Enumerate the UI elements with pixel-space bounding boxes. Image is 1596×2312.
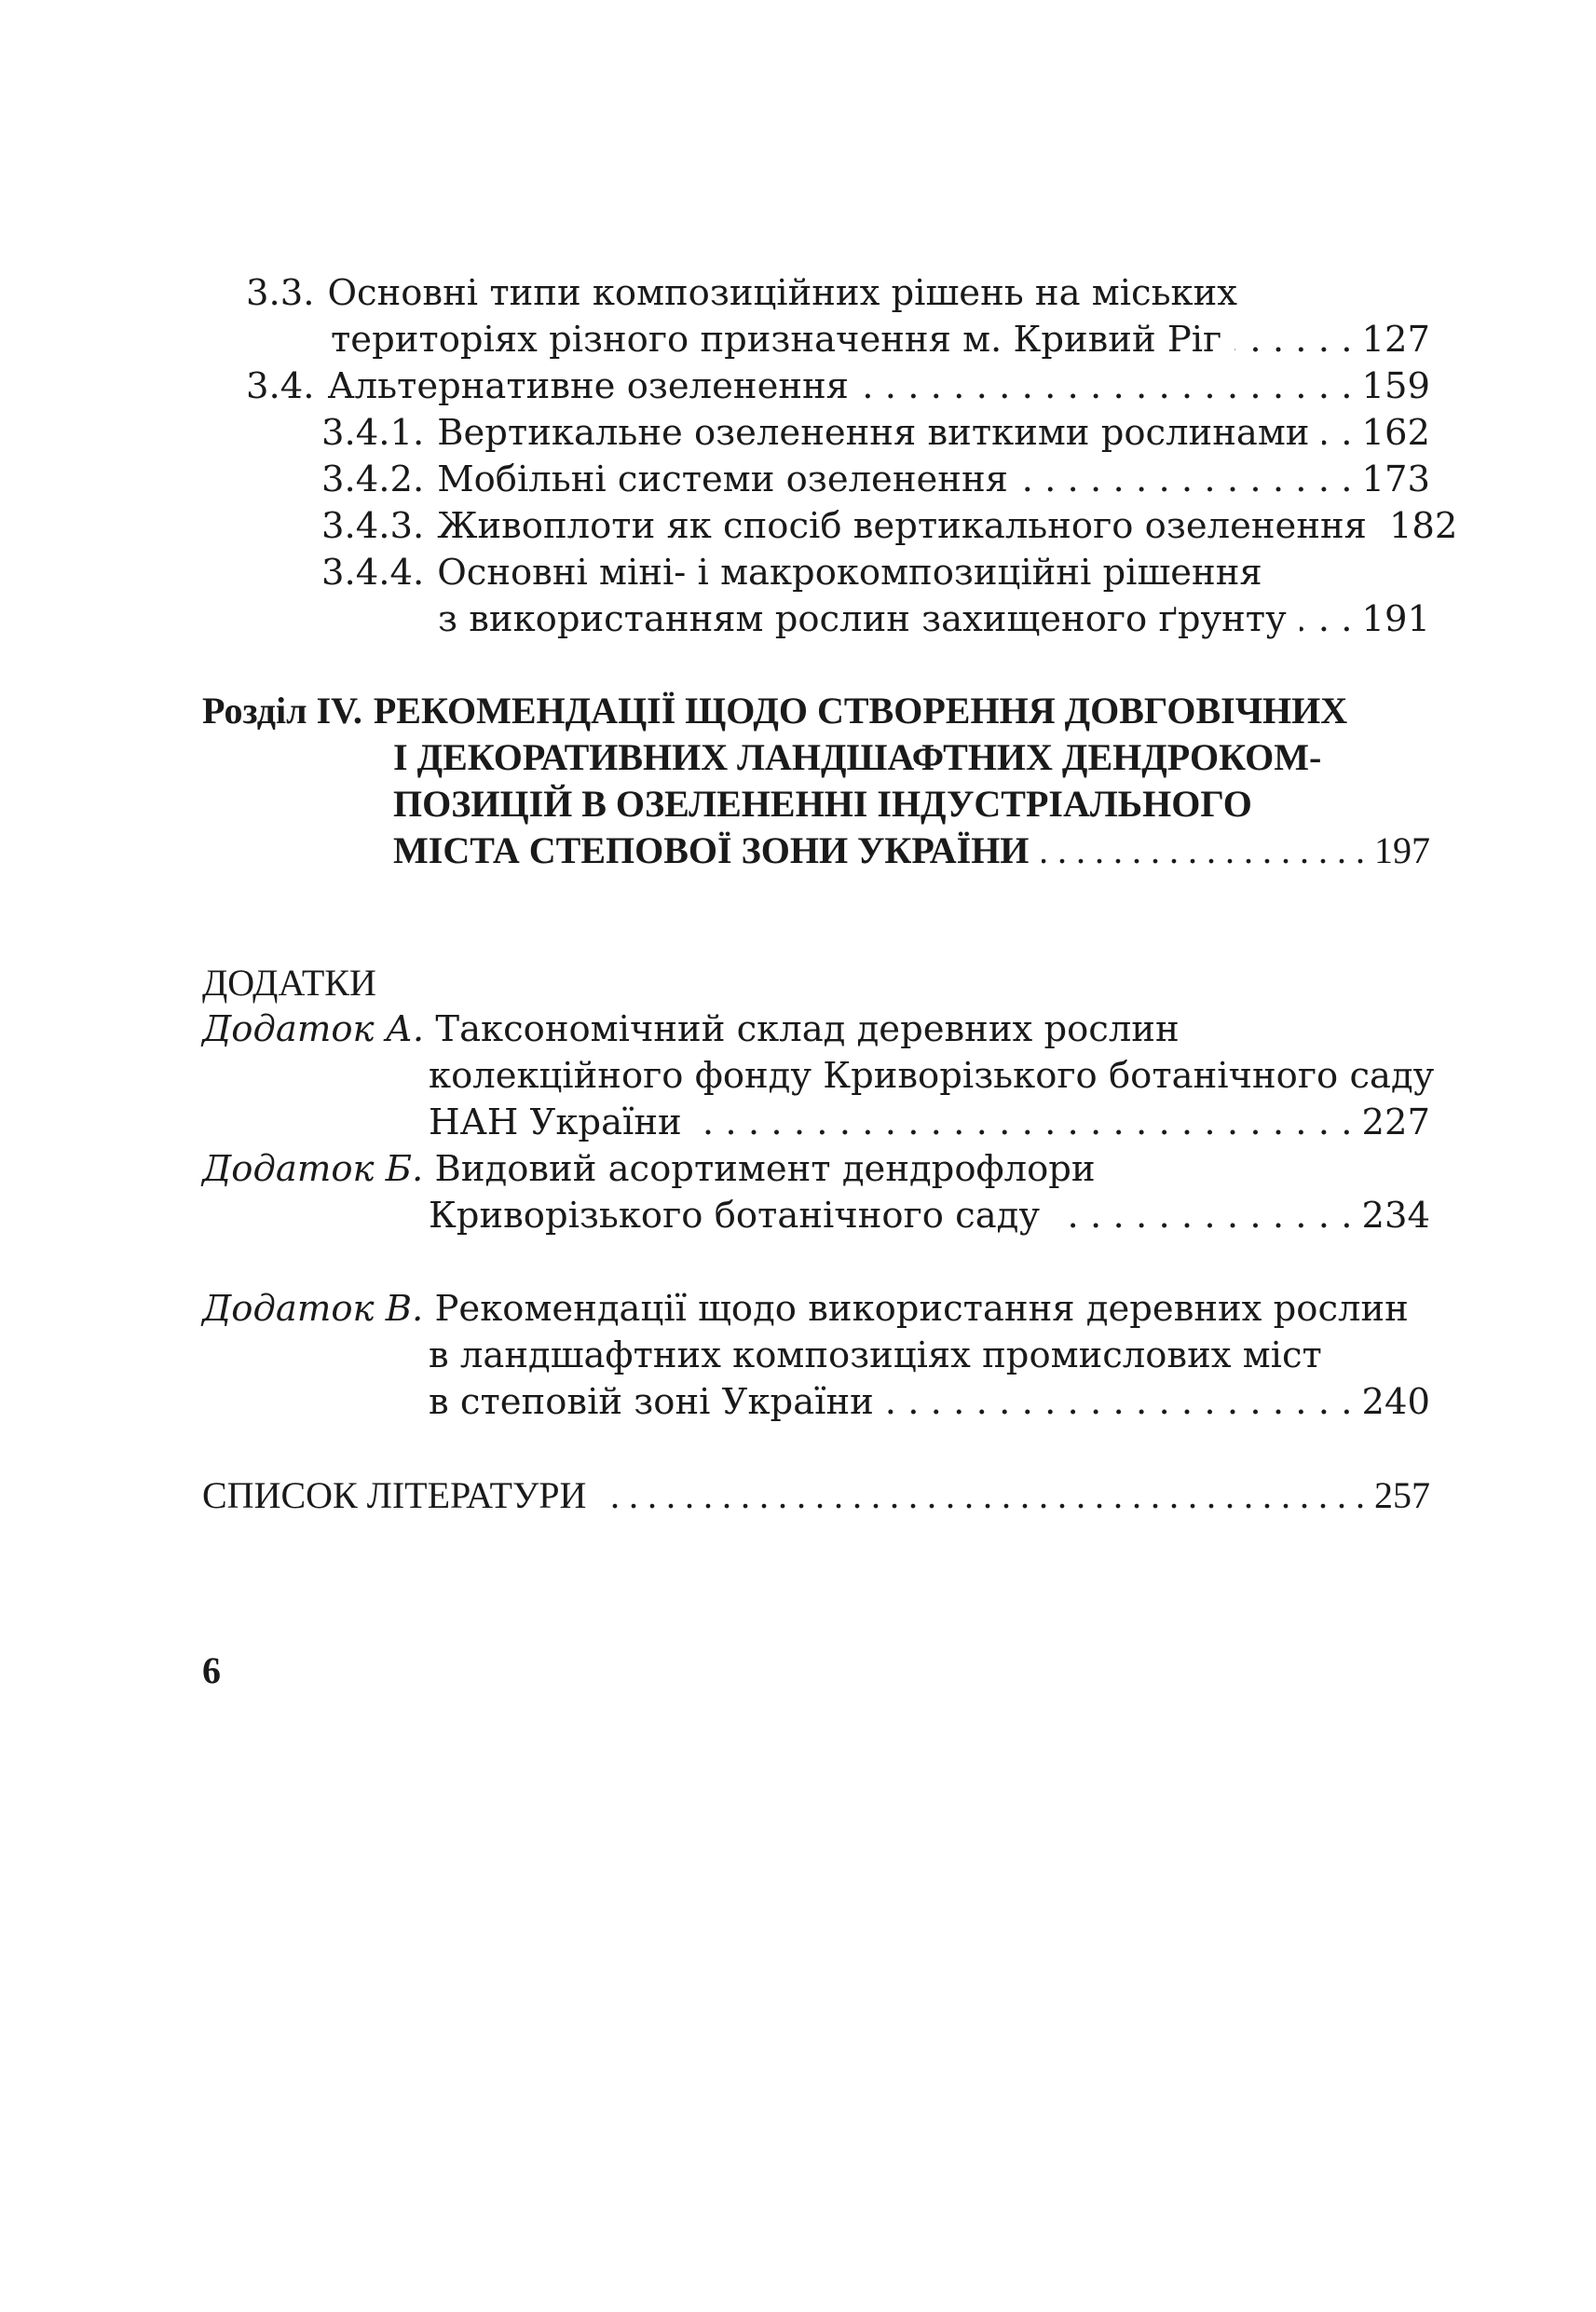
section-title: Альтернативне озеленення <box>327 365 849 407</box>
appendix-b-line-2 <box>429 1193 1430 1239</box>
section-title: Живоплоти як спосіб вертикального озеленення <box>437 505 1367 547</box>
dot-leader <box>1235 317 1352 363</box>
page-number: 159 <box>1361 365 1430 407</box>
chapter-title-continued: ПОЗИЦІЙ В ОЗЕЛЕНЕННІ ІНДУСТРІАЛЬНОГО <box>393 783 1252 825</box>
references-entry <box>202 1472 1430 1519</box>
chapter-heading <box>202 688 1430 734</box>
section-title: Мобільні системи озеленення <box>437 458 1008 500</box>
chapter-4-line-1 <box>202 688 1430 734</box>
chapter-4-line-3 <box>393 781 1430 828</box>
dot-leader <box>1053 1193 1352 1239</box>
toc-entry-label <box>321 457 1008 503</box>
appendix-v-line-1 <box>202 1286 1430 1333</box>
appendix-title-continued: НАН України <box>429 1101 682 1143</box>
chapter-prefix: Розділ IV. <box>202 690 362 732</box>
appendix-label: Додаток В. <box>202 1288 424 1330</box>
dot-leader <box>1021 457 1353 503</box>
toc-entry-3-3-line-1 <box>246 270 1430 317</box>
appendix-entry-label <box>202 1006 1430 1053</box>
section-number: 3.4. <box>246 365 315 407</box>
chapter-title-continued: І ДЕКОРАТИВНИХ ЛАНДШАФТНИХ ДЕНДРОКОМ- <box>393 736 1322 778</box>
toc-entry-3-4-1 <box>321 410 1430 457</box>
section-title: Вертикальне озеленення виткими рослинами <box>437 412 1310 454</box>
page-number: 191 <box>1361 598 1430 640</box>
page-number: 127 <box>1361 319 1430 361</box>
chapter-title: РЕКОМЕНДАЦІЇ ЩОДО СТВОРЕННЯ ДОВГОВІЧНИХ <box>373 690 1348 732</box>
dot-leader <box>1322 410 1352 457</box>
dot-leader <box>887 1379 1353 1426</box>
section-title-continued: територіях різного призначення м. Кривий Ріг <box>331 319 1222 361</box>
section-title: Основні міні- і макрокомпозиційні рішення <box>437 552 1262 594</box>
toc-entry-3-4-3 <box>321 503 1458 550</box>
toc-entry-label <box>246 363 849 410</box>
page-number: 240 <box>1361 1381 1430 1423</box>
appendix-a-line-1 <box>202 1006 1430 1053</box>
appendix-v-line-2 <box>429 1333 1430 1379</box>
appendix-label: Додаток Б. <box>202 1148 424 1190</box>
chapter-4-line-2 <box>393 734 1430 781</box>
toc-entry-label <box>246 270 1430 317</box>
toc-entry-label <box>321 503 1367 550</box>
appendix-a-line-2 <box>429 1053 1435 1100</box>
page-number: 257 <box>1374 1474 1430 1516</box>
dot-leader <box>695 1100 1353 1146</box>
appendix-b-line-1 <box>202 1146 1430 1193</box>
page-number: 227 <box>1361 1101 1430 1143</box>
toc-entry-label <box>321 550 1430 596</box>
appendix-title-continued: колекційного фонду Криворізького ботанічного саду <box>429 1055 1435 1097</box>
dot-leader <box>1042 828 1365 874</box>
toc-entry-3-4-2 <box>321 457 1430 503</box>
appendix-entry-label <box>202 1286 1430 1333</box>
appendix-title: Рекомендації щодо використання деревних рослин <box>434 1288 1409 1330</box>
page-number: 197 <box>1374 829 1430 871</box>
toc-entry-3-4-4-line-2 <box>438 596 1430 643</box>
appendix-title-continued: Криворізького ботанічного саду <box>429 1195 1041 1237</box>
dot-leader <box>862 363 1353 410</box>
page-number: 173 <box>1361 458 1430 500</box>
chapter-4-line-4 <box>393 828 1430 874</box>
appendix-entry-label <box>202 1146 1430 1193</box>
appendix-v-line-3 <box>429 1379 1430 1426</box>
appendix-title-continued: в степовій зоні України <box>429 1381 874 1423</box>
toc-entry-3-3-line-2 <box>331 317 1430 363</box>
section-title: Основні типи композиційних рішень на міських <box>327 272 1237 314</box>
appendices-title: ДОДАТКИ <box>202 962 376 1004</box>
chapter-title-continued: МІСТА СТЕПОВОЇ ЗОНИ УКРАЇНИ <box>393 829 1030 871</box>
toc-entry-3-4 <box>246 363 1430 410</box>
section-number: 3.4.4. <box>321 552 425 594</box>
appendix-a-line-3 <box>429 1100 1430 1146</box>
toc-entry-3-4-4-line-1 <box>321 550 1430 596</box>
appendix-title: Таксономічний склад деревних рослин <box>435 1008 1180 1050</box>
toc-entry-label <box>321 410 1309 457</box>
section-number: 3.3. <box>246 272 315 314</box>
appendices-heading <box>202 960 1430 1006</box>
appendix-label: Додаток А. <box>202 1008 425 1050</box>
references-title: СПИСОК ЛІТЕРАТУРИ <box>202 1474 587 1516</box>
appendix-title: Видовий асортимент дендрофлори <box>434 1148 1096 1190</box>
page-number: 182 <box>1388 505 1458 547</box>
dot-leader <box>599 1472 1365 1519</box>
section-number: 3.4.1. <box>321 412 425 454</box>
section-number: 3.4.3. <box>321 505 425 547</box>
section-number: 3.4.2. <box>321 458 425 500</box>
page-number: 162 <box>1361 412 1430 454</box>
page-folio-number: 6 <box>202 1649 221 1691</box>
appendix-title-continued: в ландшафтних композиціях промислових міст <box>429 1334 1322 1376</box>
section-title-continued: з використанням рослин захищеного ґрунту <box>438 598 1287 640</box>
page-number: 234 <box>1361 1195 1430 1237</box>
dot-leader <box>1300 596 1353 643</box>
